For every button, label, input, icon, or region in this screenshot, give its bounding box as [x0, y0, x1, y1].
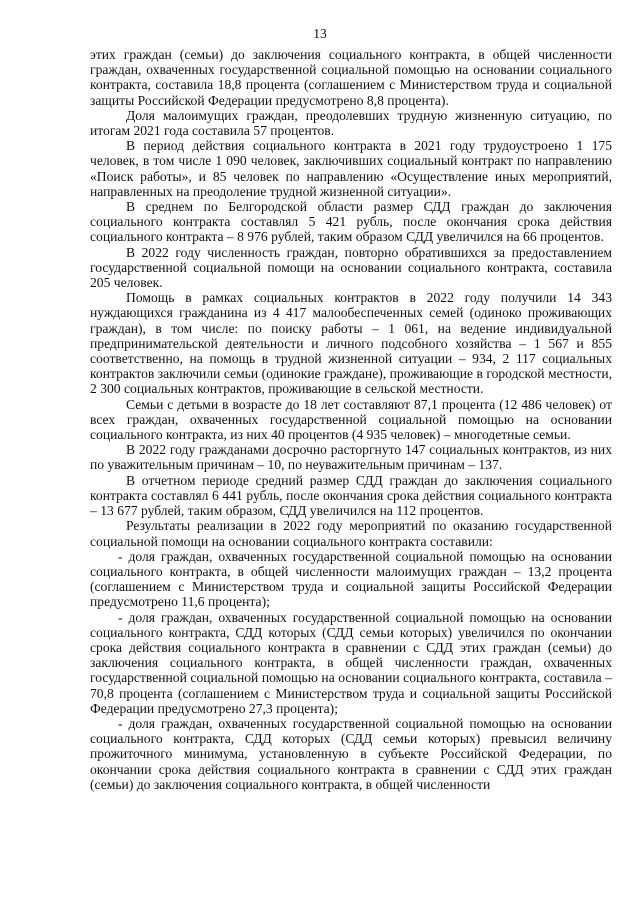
paragraph: В 2022 году численность граждан, повторно обратившихся за предоставлением государственной социальной помощи на основании социального контракта, составила 205 человек. — [90, 244, 612, 291]
paragraph: В среднем по Белгородской области размер СДД граждан до заключения социального контракта составлял 5 421 рубль, после окончания срока действия социального контракта – 8 976 рублей, таким образом СДД увеличился на 66 процентов. — [90, 199, 612, 245]
paragraph: В отчетном периоде средний размер СДД граждан до заключения социального контракта составлял 6 441 рубль, после окончания срока действия социального контракта – 13 677 рублей, таким образом, СДД увеличился на 112 процентов. — [90, 472, 612, 519]
paragraph: Доля малоимущих граждан, преодолевших трудную жизненную ситуацию, по итогам 2021 года составила 57 процентов. — [90, 107, 612, 139]
paragraph-continued: этих граждан (семьи) до заключения социального контракта, в общей численности граждан, охваченных государственной социальной помощью на основании социального контракта, составила 18,8 процента (соглашением с Министерством труда и социальной защиты Российской Федерации предусмотрено 8,8 процента). — [90, 47, 612, 108]
paragraph: Результаты реализации в 2022 году мероприятий по оказанию государственной социальной помощи на основании социального контракта составили: — [90, 518, 612, 549]
document-body — [90, 47, 612, 792]
page-number: 13 — [313, 26, 327, 41]
paragraph: Помощь в рамках социальных контрактов в 2022 году получили 14 343 нуждающихся гражданина из 4 417 малообеспеченных семей (одиноко проживающих граждан), в том числе: по поиску работы – 1 061, на ведение индивидуальной предпринимательской деятельности и личного подсобного хозяйства – 1 567 и 855 соответственно, на помощь в трудной жизненной ситуации – 934, 2 117 социальных контрактов заключили семьи (одинокие граждане), проживающие в городской местности, 2 300 социальных контрактов, проживающие в сельской местности. — [90, 290, 612, 397]
list-item: - доля граждан, охваченных государственной социальной помощью на основании социального контракта, СДД которых (СДД семьи которых) увеличился по окончании срока действия социального контракта в сравнении с СДД этих граждан (семьи) до заключения социального контракта, в общей численности граждан, охваченных государственной социальной помощью на основании социального контракта, составила – 70,8 процента (соглашением с Министерством труда и социальной защиты Российской Федерации предусмотрено 27,3 процента); — [90, 609, 612, 716]
paragraph: В 2022 году гражданами досрочно расторгнуто 147 социальных контрактов, из них по уважительным причинам – 10, по неуважительным причинам – 137. — [90, 442, 612, 473]
paragraph: В период действия социального контракта в 2021 году трудоустроено 1 175 человек, в том числе 1 090 человек, заключивших социальный контракт по направлению «Поиск работы», и 85 человек по направлению «Осуществление иных мероприятий, направленных на преодоление трудной жизненной ситуации». — [90, 138, 612, 199]
paragraph: Семьи с детьми в возрасте до 18 лет составляют 87,1 процента (12 486 человек) от всех граждан, охваченных государственной социальной помощью на основании социального контракта, из них 40 процентов (4 935 человек) – многодетные семьи. — [90, 396, 612, 443]
list-item: - доля граждан, охваченных государственной социальной помощью на основании социального контракта, в общей численности малоимущих граждан – 13,2 процента (соглашением с Министерством труда и социальной защиты Российской Федерации предусмотрено 11,6 процента); — [90, 548, 612, 610]
list-item: - доля граждан, охваченных государственной социальной помощью на основании социального контракта, СДД которых (СДД семьи которых) превысил величину прожиточного минимума, установленную в субъекте Российской Федерации, по окончании срока действия социального контракта в сравнении с СДД этих граждан (семьи) до заключения социального контракта, в общей численности — [90, 715, 612, 792]
